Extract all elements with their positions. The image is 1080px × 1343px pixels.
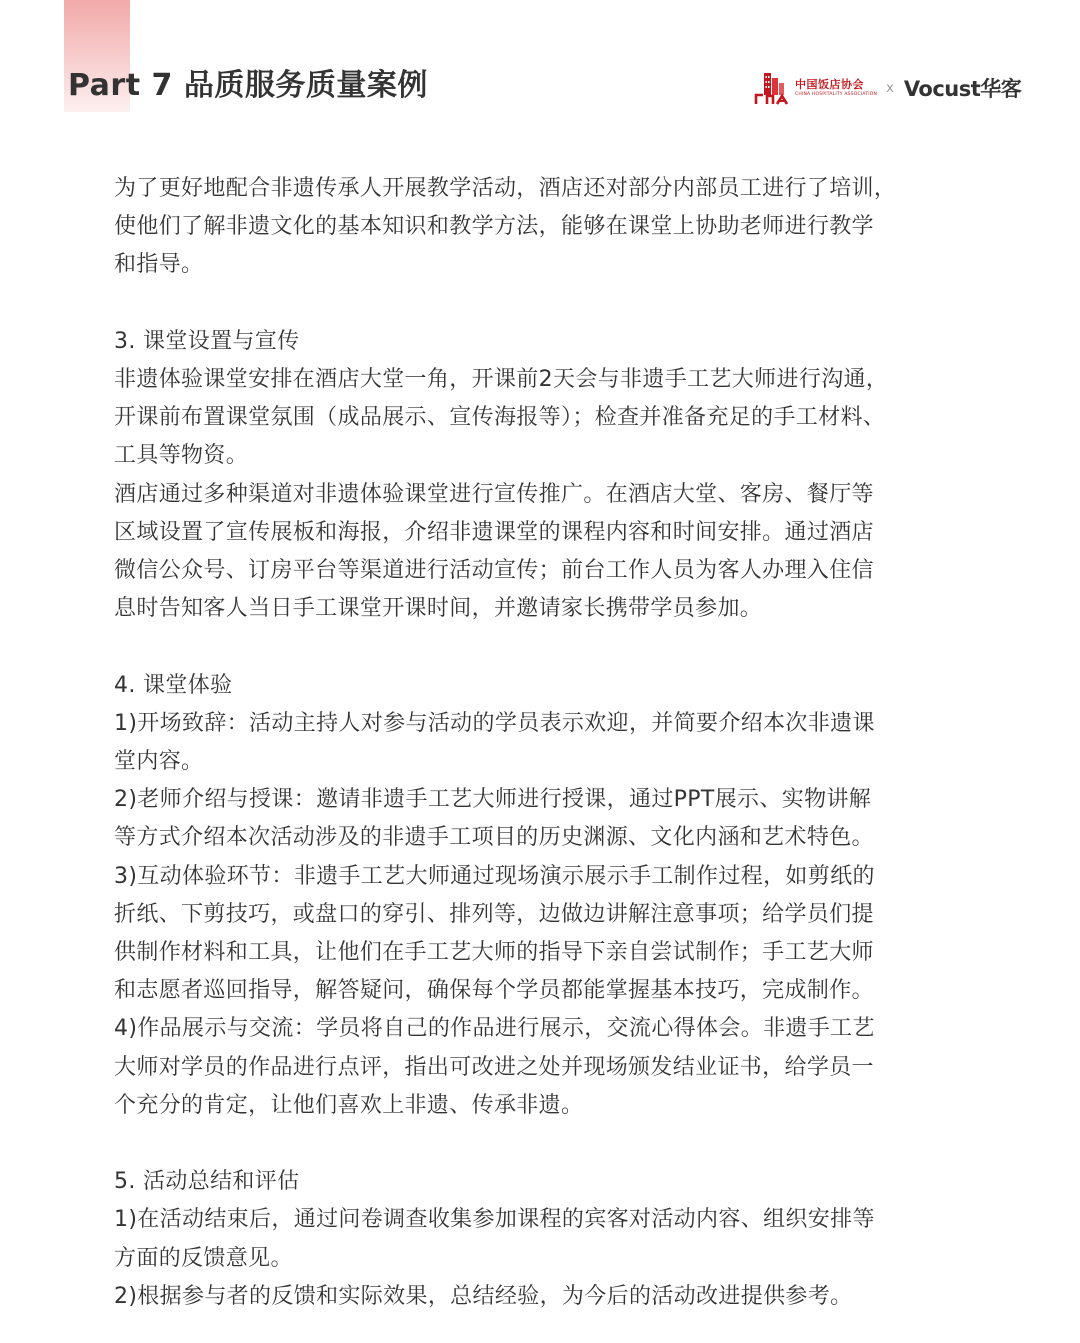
text-line: 大师对学员的作品进行点评，指出可改进之处并现场颁发结业证书，给学员一 <box>114 1054 874 1080</box>
china-hospitality-association-logo <box>754 71 877 105</box>
text-line: 息时告知客人当日手工课堂开课时间，并邀请家长携带学员参加。 <box>114 596 763 622</box>
text-line: 为了更好地配合非遗传承人开展教学活动，酒店还对部分内部员工进行了培训， <box>114 176 897 201</box>
text-line: 1)开场致辞：活动主持人对参与活动的学员表示欢迎，并简要介绍本次非遗课 <box>114 710 875 736</box>
text-line: 2)根据参与者的反馈和实际效果，总结经验，为今后的活动改进提供参考。 <box>114 1283 853 1309</box>
text-line: 非遗体验课堂安排在酒店大堂一角，开课前2天会与非遗手工艺大师进行沟通， <box>114 367 889 392</box>
cha-logo-english: CHINA HOSPITALITY ASSOCIATION <box>795 91 878 97</box>
section5-item-1 <box>114 1201 974 1277</box>
text-line: 堂内容。 <box>114 749 204 775</box>
section5-item-2 <box>114 1278 974 1316</box>
section-heading: 3. 课堂设置与宣传 <box>114 328 300 354</box>
partner-logos <box>754 68 1021 108</box>
section3-paragraph-1 <box>114 361 974 476</box>
text-line: 等方式介绍本次活动涉及的非遗手工项目的历史渊源、文化内涵和艺术特色。 <box>114 825 874 851</box>
section3-paragraph-2 <box>114 476 974 629</box>
text-line: 和指导。 <box>114 252 204 278</box>
text-line: 和志愿者巡回指导，解答疑问，确保每个学员都能掌握基本技巧，完成制作。 <box>114 978 874 1004</box>
cha-logo-chinese: 中国饭店协会 <box>795 77 864 91</box>
section-heading: 4. 课堂体验 <box>114 672 233 698</box>
text-line: 1)在活动结束后，通过问卷调查收集参加课程的宾客对活动内容、组织安排等 <box>114 1207 875 1233</box>
logo-separator: x <box>886 80 894 96</box>
text-line: 供制作材料和工具，让他们在手工艺大师的指导下亲自尝试制作；手工艺大师 <box>114 940 874 966</box>
text-line: 4)作品展示与交流：学员将自己的作品进行展示，交流心得体会。非遗手工艺 <box>114 1016 875 1042</box>
text-line: 酒店通过多种渠道对非遗体验课堂进行宣传推广。在酒店大堂、客房、餐厅等 <box>114 481 874 507</box>
text-line: 折纸、下剪技巧，或盘口的穿引、排列等，边做边讲解注意事项；给学员们提 <box>114 901 874 927</box>
section4-item-3 <box>114 858 974 1011</box>
text-line: 2)老师介绍与授课：邀请非遗手工艺大师进行授课，通过PPT展示、实物讲解 <box>114 787 872 813</box>
section4-item-1 <box>114 705 974 781</box>
text-line: 微信公众号、订房平台等渠道进行活动宣传；前台工作人员为客人办理入住信 <box>114 558 874 584</box>
text-line: 个充分的肯定，让他们喜欢上非遗、传承非遗。 <box>114 1092 584 1118</box>
vocust-logo: Vocust华客 <box>903 77 1022 101</box>
text-line: 3)互动体验环节：非遗手工艺大师通过现场演示展示手工制作过程，如剪纸的 <box>114 863 875 889</box>
text-line: 工具等物资。 <box>114 443 249 469</box>
article-body <box>114 170 974 1316</box>
paragraph-gap <box>114 1125 974 1163</box>
page-title: Part 7 品质服务质量案例 <box>68 68 428 103</box>
cha-building-icon <box>754 71 792 105</box>
text-line: 开课前布置课堂氛围（成品展示、宣传海报等）；检查并准备充足的手工材料、 <box>114 405 886 431</box>
paragraph-gap <box>114 628 974 666</box>
text-line: 方面的反馈意见。 <box>114 1245 293 1271</box>
section4-item-2 <box>114 781 974 857</box>
section4-item-4 <box>114 1010 974 1125</box>
section-heading: 5. 活动总结和评估 <box>114 1169 300 1195</box>
text-line: 使他们了解非遗文化的基本知识和教学方法，能够在课堂上协助老师进行教学 <box>114 214 874 240</box>
paragraph-gap <box>114 285 974 323</box>
text-line: 区域设置了宣传展板和海报，介绍非遗课堂的课程内容和时间安排。通过酒店 <box>114 519 874 545</box>
intro-paragraph <box>114 170 974 285</box>
